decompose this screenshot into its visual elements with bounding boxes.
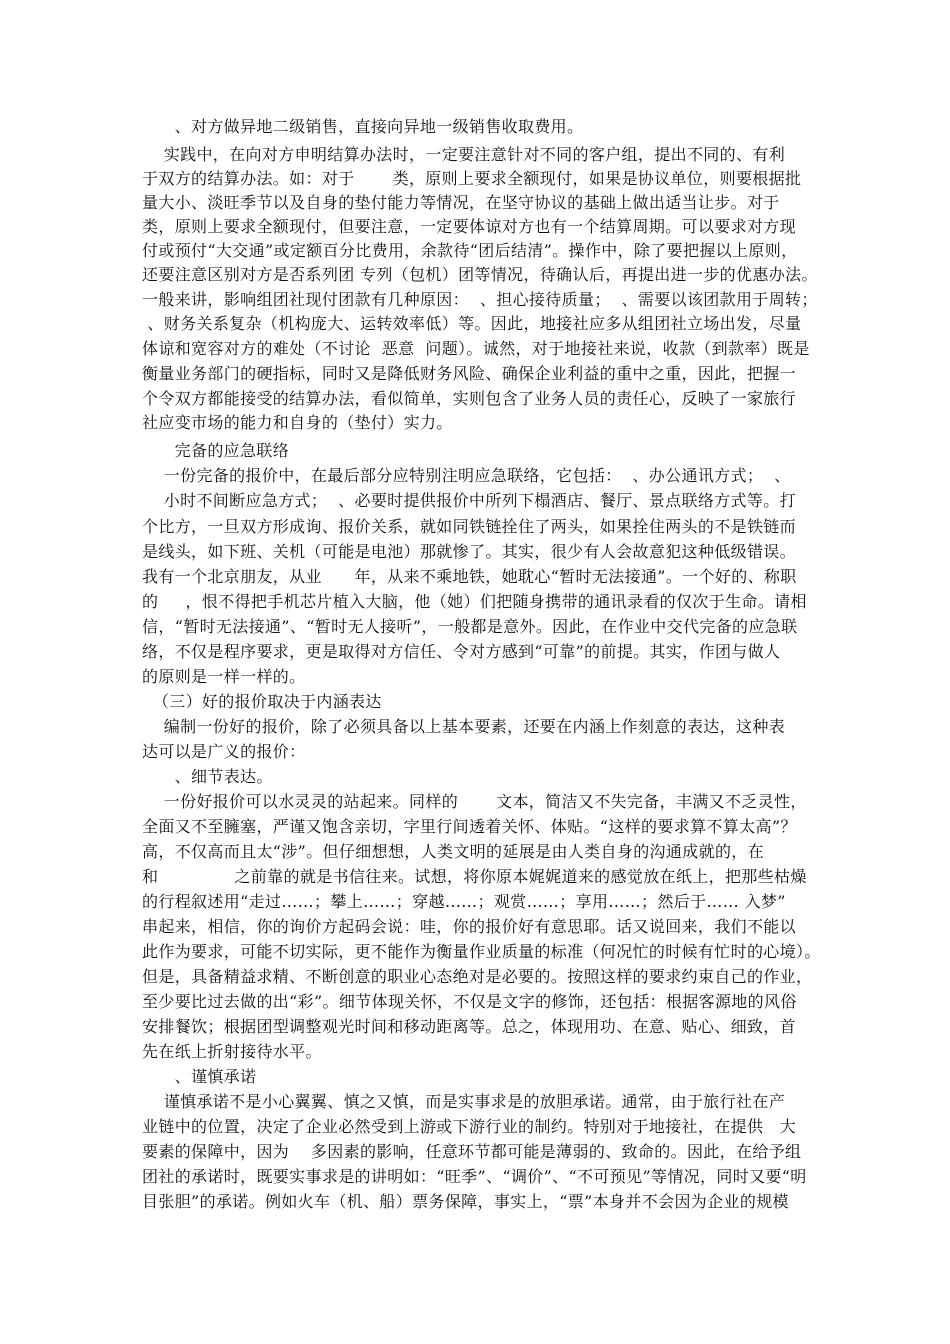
section-heading: 、细节表达。 — [142, 767, 273, 786]
text-line: 个比方，一旦双方形成询、报价关系，就如同铁链拴住了两头，如果拴住两头的不是铁链而 — [142, 517, 797, 536]
text-line: 类，原则上要求全额现付，但要注意，一定要体谅对方也有一个结算周期。可以要求对方现 — [142, 217, 797, 236]
text-line: 但是，具备精益求精、不断创意的职业心态绝对是必要的。按照这样的要求约束自己的作业， — [142, 967, 813, 986]
text-line: 团社的承诺时，既要实事求是的讲明如：“旺季”、“调价”、“不可预见”等情况，同时又要“明 — [142, 1167, 807, 1186]
text-line: 个令双方都能接受的结算办法，看似简单，实则包含了业务人员的责任心，反映了一家旅行 — [142, 389, 797, 408]
text-line: 安排餐饮；根据团型调整观光时间和移动距离等。总之，体现用功、在意、贴心、细致，首 — [142, 1017, 797, 1036]
text-line: 先在纸上折射接待水平。 — [142, 1042, 322, 1061]
text-line: 社应变市场的能力和自身的（垫付）实力。 — [142, 413, 453, 432]
text-line: 和 之前靠的就是书信往来。试想，将你原本娓娓道来的感觉放在纸上，把那些枯燥 — [142, 867, 807, 886]
text-line: 、财务关系复杂（机构庞大、运转效率低）等。因此，地接社应多从组团社立场出发，尽量 — [142, 314, 802, 333]
text-line: 还要注意区别对方是否系列团 专列（包机）团等情况，待确认后，再提出进一步的优惠办法。 — [142, 265, 818, 284]
section-heading: 完备的应急联络 — [142, 441, 290, 460]
text-line: 实践中，在向对方申明结算办法时，一定要注意针对不同的客户组，提出不同的、有利 — [142, 145, 786, 164]
text-line: 体谅和宽容对方的难处（不讨论 恶意 问题）。诚然，对于地接社来说，收款（到款率）既是 — [142, 339, 810, 358]
text-line: 此作为要求，可能不切实际，更不能作为衡量作业质量的标准（何况忙的时候有忙时的心境）。 — [142, 942, 821, 961]
text-line: 一般来讲，影响组团社现付团款有几种原因： 、担心接待质量； 、需要以该团款用于周转； — [142, 290, 818, 309]
text-line: 的原则是一样一样的。 — [142, 667, 306, 686]
text-line: 达可以是广义的报价： — [142, 742, 306, 761]
text-line: 络，不仅是程序要求，更是取得对方信任、令对方感到“可靠”的前提。其实，作团与做人 — [142, 642, 781, 661]
section-heading: （三）好的报价取决于内涵表达 — [142, 692, 382, 711]
text-line: 要素的保障中，因为 多因素的影响，任意环节都可能是薄弱的、致命的。因此，在给予组 — [142, 1142, 802, 1161]
text-line: 至少要比过去做的出“彩”。细节体现关怀，不仅是文字的修饰，还包括：根据客源地的风俗 — [142, 992, 797, 1011]
text-line: 我有一个北京朋友，从业 年，从来不乘地铁，她耽心“暂时无法接通”。一个好的、称职 — [142, 567, 797, 586]
text-line: 信，“暂时无法接通”、“暂时无人接听”，一般都是意外。因此，在作业中交代完备的应急联 — [142, 617, 798, 636]
text-line: 串起来，相信，你的询价方起码会说：哇，你的报价好有意思耶。话又说回来，我们不能以 — [142, 917, 797, 936]
text-line: 、对方做异地二级销售，直接向异地一级销售收取费用。 — [142, 117, 584, 136]
text-line: 编制一份好的报价，除了必须具备以上基本要素，还要在内涵上作刻意的表达，这种表 — [142, 717, 786, 736]
text-line: 于双方的结算办法。如：对于 类，原则上要求全额现付，如果是协议单位，则要根据批 — [142, 169, 802, 188]
text-line: 是线头，如下班、关机（可能是电池）那就惨了。其实，很少有人会故意犯这种低级错误。 — [142, 542, 797, 561]
text-line: 全面又不至臃塞，严谨又饱含亲切，字里行间透着关怀、体贴。“这样的要求算不算太高”？ — [142, 817, 797, 836]
text-line: 衡量业务部门的硬指标，同时又是降低财务风险、确保企业利益的重中之重，因此，把握一 — [142, 364, 797, 383]
text-line: 量大小、淡旺季节以及自身的垫付能力等情况，在坚守协议的基础上做出适当让步。对于 — [142, 193, 780, 212]
text-line: 付或预付“大交通”或定额百分比费用，余款待“团后结清”。操作中，除了要把握以上原则， — [142, 241, 798, 260]
text-line: 高，不仅高而且太“涉”。但仔细想想，人类文明的延展是由人类自身的沟通成就的，在 — [142, 842, 765, 861]
text-line: 一份好报价可以水灵灵的站起来。同样的 文本，简洁又不失完备，丰满又不乏灵性， — [142, 792, 807, 811]
text-line: 一份完备的报价中，在最后部分应特别注明应急联络，它包括： 、办公通讯方式； 、 — [142, 466, 791, 485]
section-heading: 、谨慎承诺 — [142, 1067, 257, 1086]
text-line: 小时不间断应急方式； 、必要时提供报价中所列下榻酒店、餐厅、景点联络方式等。打 — [142, 491, 796, 510]
text-line: 的行程叙述用“走过……；攀上……；穿越……；观赏……；享用……；然后于…… 入梦” — [142, 892, 786, 911]
text-line: 谨慎承诺不是小心翼翼、慎之又慎，而是实事求是的放胆承诺。通常，由于旅行社在产 — [142, 1092, 786, 1111]
text-line: 的 ，恨不得把手机芯片植入大脑，他（她）们把随身携带的通讯录看的仅次于生命。请相 — [142, 592, 807, 611]
text-line: 业链中的位置，决定了企业必然受到上游或下游行业的制约。特别对于地接社，在提供 大 — [142, 1117, 796, 1136]
text-line: 目张胆”的承诺。例如火车（机、船）票务保障，事实上，“票”本身并不会因为企业的规模 — [142, 1192, 789, 1211]
